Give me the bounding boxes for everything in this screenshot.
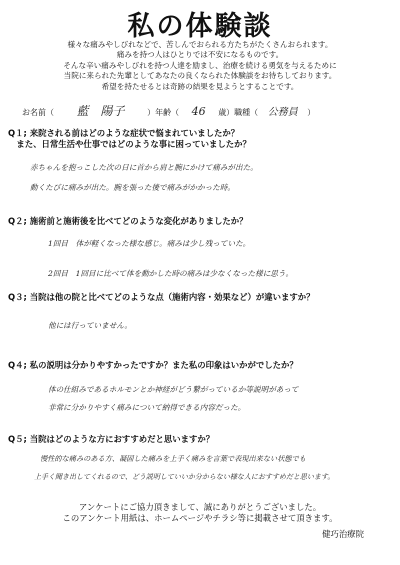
question-line: Q４; 私の説明は分かりやすかったですか？また私の印象はいかがでしたか？ — [8, 360, 298, 370]
footer-line-2: このアンケート用紙は、ホームページやチラシ等に掲載させて頂きます。 — [62, 513, 338, 523]
intro-text — [0, 40, 400, 92]
question-2 — [8, 216, 248, 227]
footer-thanks — [0, 502, 400, 524]
question-3 — [8, 292, 315, 303]
question-4 — [8, 360, 298, 371]
job-value: 公務員 — [267, 107, 298, 118]
intro-line: 痛みを持つ人はひとりでは不安になるものです。 — [116, 50, 284, 60]
question-line: Q５; 当院はどのような方におすすめだと思いますか？ — [8, 434, 215, 444]
question-5 — [8, 434, 214, 445]
answer-2-line-1: 1回目 体が軽くなった様な感じ。痛みは少し残っていた。 — [48, 239, 251, 248]
question-line: Q３; 当院は他の院と比べてどのような点（施術内容・効果など）が違いますか？ — [8, 292, 315, 302]
name-value: 藍 陽子 — [76, 104, 125, 118]
intro-line: そんな辛い痛みやしびれを持つ人達を励まし、治療を続ける勇気を与えるために — [63, 60, 337, 70]
answer-1-line-2: 動くたびに痛みが出た。腕を張った後で痛みがかかった時。 — [30, 183, 236, 192]
intro-line: 当院に来られた先輩としてあなたの良くなられた体験談をお待ちしております。 — [63, 71, 337, 81]
job-close: ） — [307, 108, 316, 117]
intro-line: 様々な痛みやしびれなどで、苦しんでおられる方たちがたくさんおられます。 — [67, 40, 333, 49]
intro-line: 希望を持たせるとは奇跡の結果を見ようとすることです。 — [101, 81, 299, 91]
age-value: 46 — [191, 105, 206, 118]
footer-line-1: アンケートにご協力頂きまして、誠にありがとうございました。 — [78, 502, 322, 512]
answer-4-line-1: 体の仕組みであるホルモンとか神経がどう繋がっているか等説明があって — [48, 385, 299, 394]
question-line: Q１; 来院される前はどのような症状で悩まれていましたか？ — [8, 128, 240, 138]
answer-5-line-2: 上手く聞き出してくれるので、どう説明していいか分からない様な人におすすめだと思います。 — [34, 473, 335, 481]
info-row — [22, 102, 315, 119]
age-label: ）年齢（ — [147, 108, 180, 117]
question-line: また、日常生活や仕事ではどのような事に困っていましたか？ — [8, 139, 251, 149]
name-label: お名前（ — [22, 108, 54, 117]
page-title: 私の体験談 — [127, 11, 273, 42]
answer-4-line-2: 非常に分かりやすく痛みについて納得できる内容だった。 — [48, 403, 246, 412]
answer-2-line-2: 2回目 1回目に比べて体を動かした時の痛みは少なくなった様に思う。 — [48, 269, 294, 278]
question-line: Q２; 施術前と施術後を比べてどのような変化がありましたか？ — [8, 216, 248, 226]
answer-5-line-1: 慢性的な痛みのある方、凝固した痛みを上手く痛みを言葉で表現出来ない状態でも — [40, 454, 306, 463]
clinic-name: 健巧治療院 — [322, 529, 364, 539]
answer-3-line-1: 他には行っていません。 — [48, 321, 132, 330]
question-1 — [8, 128, 251, 150]
answer-1-line-1: 赤ちゃんを抱っこした次の日に首から肩と腕にかけて痛みが出た。 — [30, 163, 258, 172]
age-suffix: 歳）職種（ — [218, 108, 259, 117]
